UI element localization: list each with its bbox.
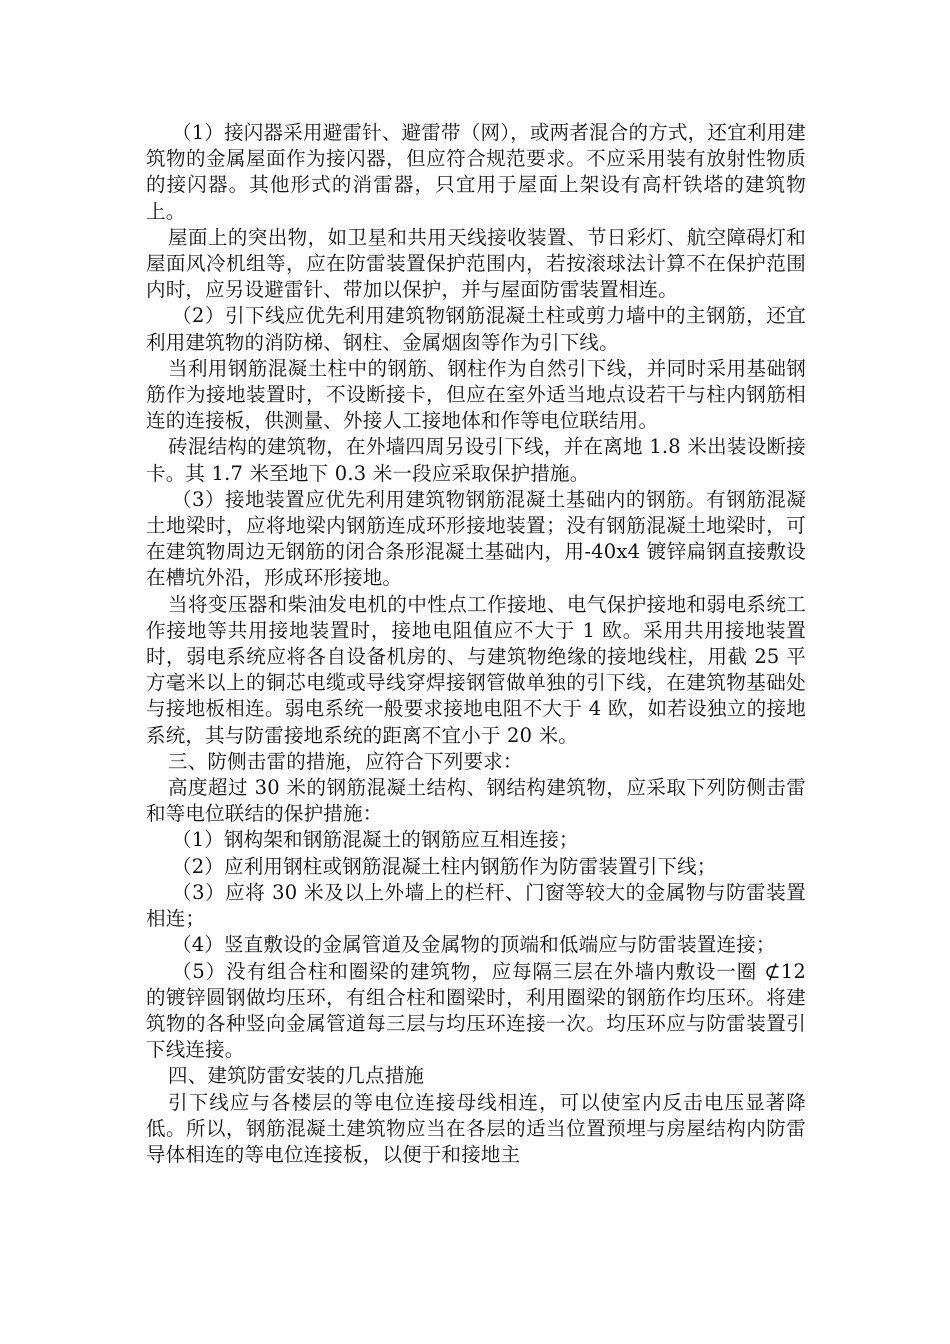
paragraph-brick-structure: 砖混结构的建筑物，在外墙四周另设引下线，并在离地 1.8 米出装设断接卡。其 1.7 米至地下 0.3 米一段应采取保护措施。 [146,435,806,485]
paragraph-shared-grounding: 当将变压器和柴油发电机的中性点工作接地、电气保护接地和弱电系统工作接地等共用接地装置时，接地电阻值应不大于 1 欧。采用共用接地装置时，弱电系统应将各自设备机房的、与建筑物绝缘的接地线柱，用截 25 平方毫米以上的铜芯电缆或导线穿焊接钢管做单独的引下线，在建筑物基础处与接地板相连。弱电系统一般要求接地电阻不大于 4 欧，如若设独立的接地系统，其与防雷接地系统的距离不宜小于 20 米。 [146,592,806,747]
paragraph-equipotential: 引下线应与各楼层的等电位连接母线相连，可以使室内反击电压显著降低。所以，钢筋混凝土建筑物应当在各层的适当位置预埋与房屋结构内防雷导体相连的等电位连接板，以便于和接地主 [146,1090,806,1166]
list-item-1: （1）钢构架和钢筋混凝土的钢筋应互相连接； [172,828,579,852]
paragraph-grounding-device: （3）接地装置应优先利用建筑物钢筋混凝土基础内的钢筋。有钢筋混凝土地梁时，应将地梁内钢筋连成环形接地装置；没有钢筋混凝土地梁时，可在建筑物周边无钢筋的闭合条形混凝土基础内，用-40x4 镀锌扁钢直接敷设在槽坑外沿，形成环形接地。 [146,487,806,590]
document-body [146,120,806,1168]
paragraph-roof-protrusions: 屋面上的突出物，如卫星和共用天线接收装置、节日彩灯、航空障碍灯和屋面风冷机组等，应在防雷装置保护范围内，若按滚球法计算不在保护范围内时，应另设避雷针、带加以保护，并与屋面防雷装置相连。 [146,225,806,302]
paragraph-down-conductor: （2）引下线应优先利用建筑物钢筋混凝土柱或剪力墙中的主钢筋，还宜利用建筑物的消防梯、钢柱、金属烟囱等作为引下线。 [146,304,806,354]
paragraph-air-terminal: （1）接闪器采用避雷针、避雷带（网），或两者混合的方式，还宜利用建筑物的金属屋面作为接闪器，但应符合规范要求。不应采用装有放射性物质的接闪器。其他形式的消雷器，只宜用于屋面上架设有高杆铁塔的建筑物上。 [146,121,806,223]
section-heading-side-strike: 三、防侧击雷的措施，应符合下列要求： [168,749,523,773]
list-item-5: （5）没有组合柱和圈梁的建筑物，应每隔三层在外墙内敷设一圈 ⊄12 的镀锌圆钢做均压环，有组合柱和圈梁时，利用圈梁的钢筋作均压环。将建筑物的各种竖向金属管道每三层与均压环连接一次。均压环应与防雷装置引下线连接。 [146,959,806,1062]
paragraph-side-strike-intro: 高度超过 30 米的钢筋混凝土结构、钢结构建筑物，应采取下列防侧击雷和等电位联结的保护措施： [146,776,806,826]
list-item-4: （4）竖直敷设的金属管道及金属物的顶端和低端应与防雷装置连接； [172,933,776,957]
section-heading-installation: 四、建筑防雷安装的几点措施 [168,1064,425,1088]
list-item-2: （2）应利用钢柱或钢筋混凝土柱内钢筋作为防雷装置引下线； [172,854,717,878]
paragraph-natural-down-conductor: 当利用钢筋混凝土柱中的钢筋、钢柱作为自然引下线，并同时采用基础钢筋作为接地装置时，不设断接卡，但应在室外适当地点设若干与柱内钢筋相连的连接板，供测量、外接人工接地体和作等电位联结用。 [146,356,806,433]
list-item-3: （3）应将 30 米及以上外墙上的栏杆、门窗等较大的金属物与防雷装置相连； [146,880,806,931]
